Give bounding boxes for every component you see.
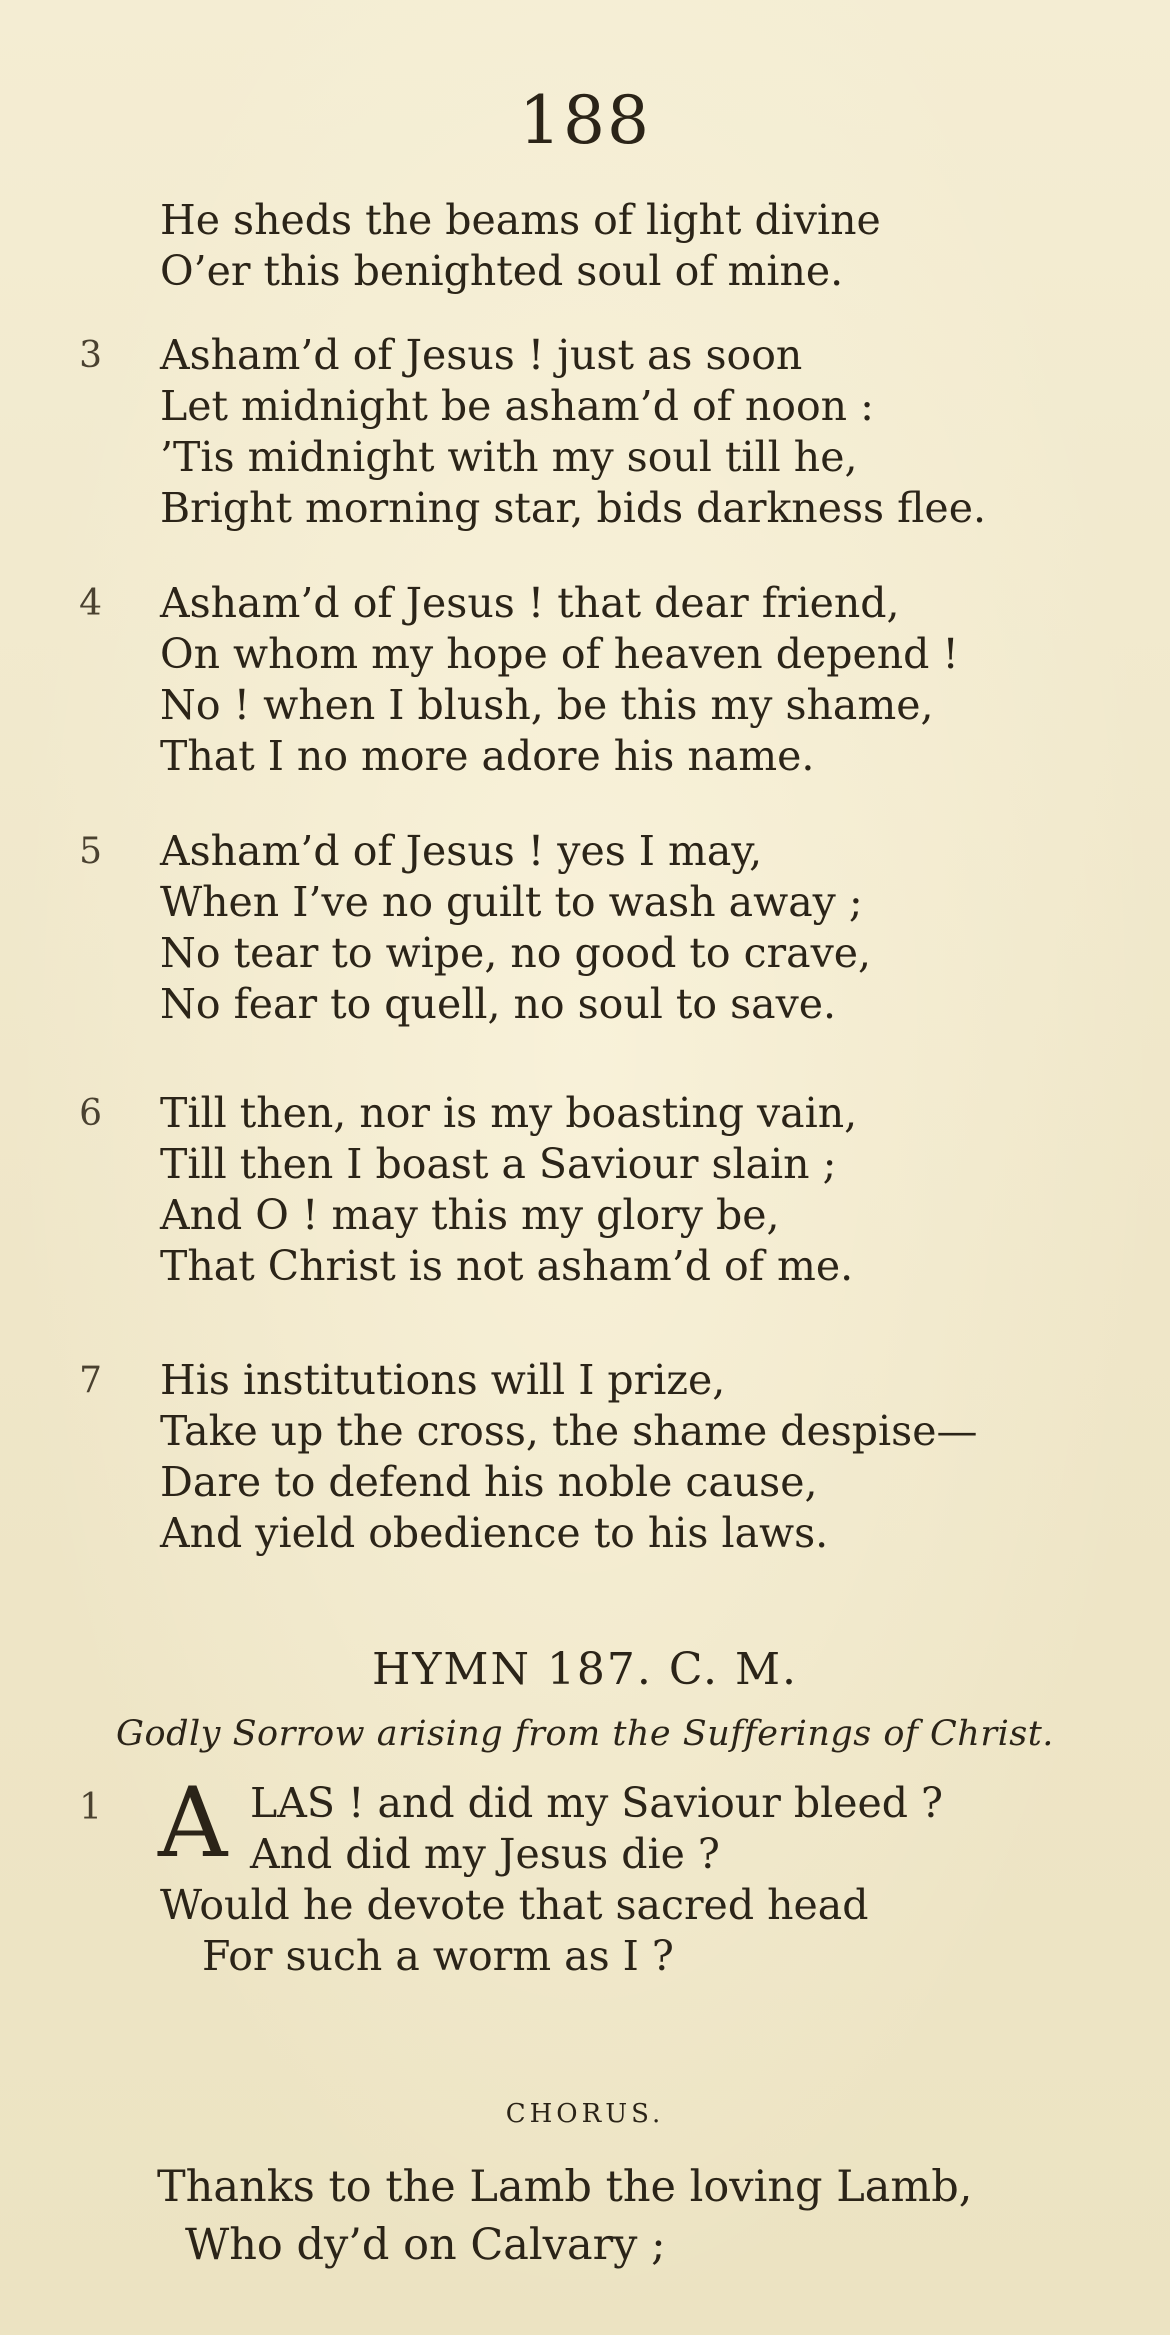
verse-line: Thanks to the Lamb the loving Lamb,: [157, 2162, 973, 2212]
chorus-label: CHORUS.: [505, 2099, 665, 2129]
verse-line: No fear to quell, no soul to save.: [160, 980, 837, 1028]
verse-line: ’Tis midnight with my soul till he,: [160, 433, 858, 481]
stanza-number: 6: [79, 1093, 102, 1134]
verse-line: On whom my hope of heaven depend !: [160, 630, 959, 678]
verse-line: He sheds the beams of light divine: [160, 196, 881, 244]
verse-line: Would he devote that sacred head: [160, 1881, 869, 1929]
stanza-continuation: [160, 195, 1140, 297]
verse-line: LAS ! and did my Saviour bleed ?: [250, 1779, 943, 1827]
hymn-title: HYMN 187. C. M.: [371, 1644, 799, 1695]
verse-line: For such a worm as I ?: [202, 1932, 674, 1980]
verse-line: Dare to defend his noble cause,: [160, 1458, 818, 1506]
verse-line: That I no more adore his name.: [160, 732, 815, 780]
verse-line: Till then, nor is my boasting vain,: [160, 1089, 858, 1137]
verse-line: Asham’d of Jesus ! that dear friend,: [160, 579, 900, 627]
stanza-number: 5: [79, 831, 102, 872]
verse-line: Who dy’d on Calvary ;: [185, 2220, 666, 2270]
hymn-stanza-1-rest: [160, 1880, 1140, 1982]
verse-line: Asham’d of Jesus ! just as soon: [160, 331, 803, 379]
stanza-number: 1: [79, 1787, 102, 1828]
verse-line: When I’ve no guilt to wash away ;: [160, 878, 863, 926]
verse-line: His institutions will I prize,: [160, 1356, 726, 1404]
stanza-3: [79, 330, 1140, 534]
drop-cap-letter: A: [158, 1767, 228, 1879]
stanza-5: [79, 826, 1140, 1030]
stanza-6: [79, 1088, 1140, 1292]
hymn-stanza-1-opening: [250, 1778, 1150, 1880]
verse-line: Till then I boast a Saviour slain ;: [160, 1140, 837, 1188]
verse-line: And O ! may this my glory be,: [160, 1191, 780, 1239]
verse-line: Bright morning star, bids darkness flee.: [160, 484, 986, 532]
stanza-7: [79, 1355, 1140, 1559]
chorus: [157, 2158, 1157, 2274]
verse-line: And did my Jesus die ?: [250, 1830, 720, 1878]
verse-line: And yield obedience to his laws.: [160, 1509, 829, 1557]
verse-line: Asham’d of Jesus ! yes I may,: [160, 827, 763, 875]
stanza-4: [79, 578, 1140, 782]
verse-line: That Christ is not asham’d of me.: [160, 1242, 854, 1290]
verse-line: Take up the cross, the shame despise—: [160, 1407, 978, 1455]
stanza-number: 3: [79, 335, 102, 376]
verse-line: No tear to wipe, no good to crave,: [160, 929, 872, 977]
verse-line: Let midnight be asham’d of noon :: [160, 382, 874, 430]
verse-line: No ! when I blush, be this my shame,: [160, 681, 934, 729]
hymn-subtitle: Godly Sorrow arising from the Sufferings of Christ.: [116, 1714, 1054, 1754]
stanza-number: 7: [79, 1360, 102, 1401]
verse-line: O’er this benighted soul of mine.: [160, 247, 844, 295]
page-number: 188: [519, 82, 651, 159]
stanza-number: 4: [79, 583, 102, 624]
